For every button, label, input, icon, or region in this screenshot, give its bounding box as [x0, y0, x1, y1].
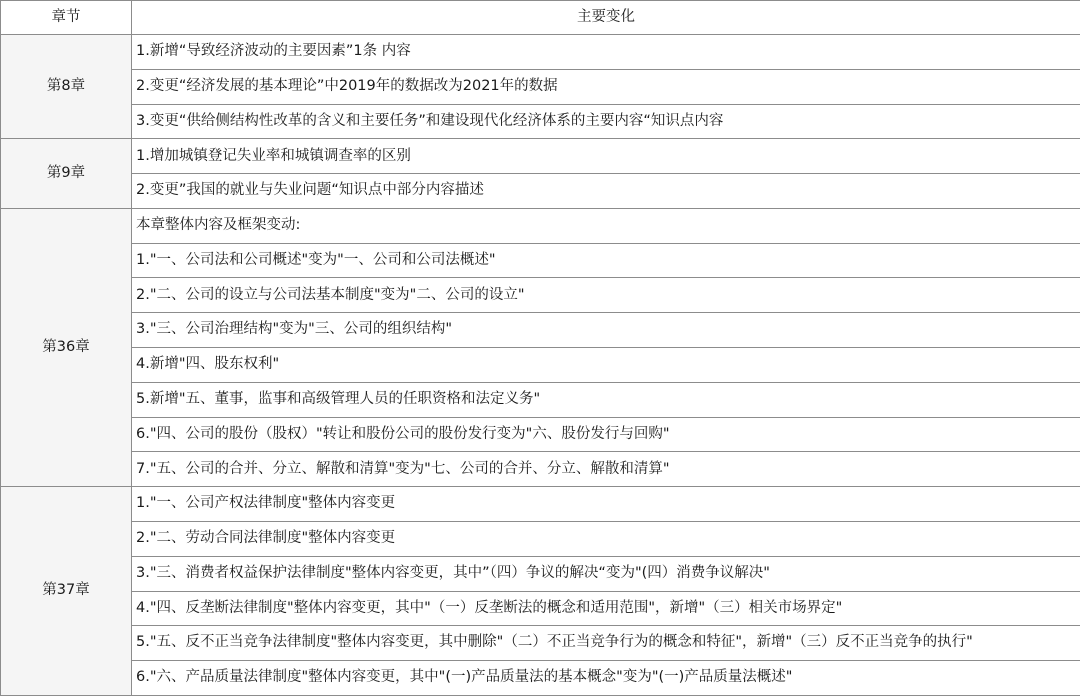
table-row — [1, 208, 1080, 243]
table-row — [1, 278, 1080, 313]
table-row — [1, 556, 1080, 591]
table-row — [1, 348, 1080, 383]
chapter-cell: 第37章 — [1, 487, 132, 696]
change-item: 2."二、公司的设立与公司法基本制度"变为"二、公司的设立" — [132, 278, 1080, 313]
change-item: 1.增加城镇登记失业率和城镇调查率的区别 — [132, 139, 1080, 174]
change-item: 3."三、公司治理结构"变为"三、公司的组织结构" — [132, 313, 1080, 348]
change-item: 4.新增"四、股东权利" — [132, 348, 1080, 383]
table-body — [1, 35, 1080, 696]
change-item: 1."一、公司法和公司概述"变为"一、公司和公司法概述" — [132, 243, 1080, 278]
table-row — [1, 243, 1080, 278]
change-item: 6."六、产品质量法律制度"整体内容变更，其中"(一)产品质量法的基本概念"变为"(一)产品质量法概述" — [132, 661, 1080, 696]
table-row — [1, 521, 1080, 556]
table-row — [1, 591, 1080, 626]
header-chapter: 章节 — [1, 1, 132, 35]
change-item: 5."五、反不正当竞争法律制度"整体内容变更，其中删除"（二）不正当竞争行为的概念和特征"，新增"（三）反不正当竞争的执行" — [132, 626, 1080, 661]
chapter-cell: 第36章 — [1, 208, 132, 486]
change-item: 1.新增“导致经济波动的主要因素”1条 内容 — [132, 35, 1080, 70]
change-item: 4."四、反垄断法律制度"整体内容变更，其中"（一）反垄断法的概念和适用范围"，新增"（三）相关市场界定" — [132, 591, 1080, 626]
table-row — [1, 382, 1080, 417]
table-row — [1, 452, 1080, 487]
header-change: 主要变化 — [132, 1, 1080, 35]
table-row — [1, 313, 1080, 348]
change-item: 6."四、公司的股份（股权）"转让和股份公司的股份发行变为"六、股份发行与回购" — [132, 417, 1080, 452]
chapter-cell: 第9章 — [1, 139, 132, 209]
header-row — [1, 1, 1080, 35]
change-item: 3."三、消费者权益保护法律制度"整体内容变更，其中”（四）争议的解决“变为"(四）消费争议解决" — [132, 556, 1080, 591]
table-row — [1, 626, 1080, 661]
table-row — [1, 174, 1080, 209]
table-row — [1, 487, 1080, 522]
table-row — [1, 661, 1080, 696]
change-item: 3.变更“供给侧结构性改革的含义和主要任务”和建设现代化经济体系的主要内容“知识点内容 — [132, 104, 1080, 139]
change-item: 2.变更”我国的就业与失业问题“知识点中部分内容描述 — [132, 174, 1080, 209]
chapter-cell: 第8章 — [1, 35, 132, 139]
table-row — [1, 35, 1080, 70]
table-row — [1, 417, 1080, 452]
change-item: 2."二、劳动合同法律制度"整体内容变更 — [132, 521, 1080, 556]
change-item: 7."五、公司的合并、分立、解散和清算"变为"七、公司的合并、分立、解散和清算" — [132, 452, 1080, 487]
change-item: 1."一、公司产权法律制度"整体内容变更 — [132, 487, 1080, 522]
change-item: 5.新增"五、董事，监事和高级管理人员的任职资格和法定义务" — [132, 382, 1080, 417]
table-row — [1, 104, 1080, 139]
change-item: 本章整体内容及框架变动: — [132, 208, 1080, 243]
change-item: 2.变更“经济发展的基本理论”中2019年的数据改为2021年的数据 — [132, 69, 1080, 104]
table-row — [1, 69, 1080, 104]
table-row — [1, 139, 1080, 174]
